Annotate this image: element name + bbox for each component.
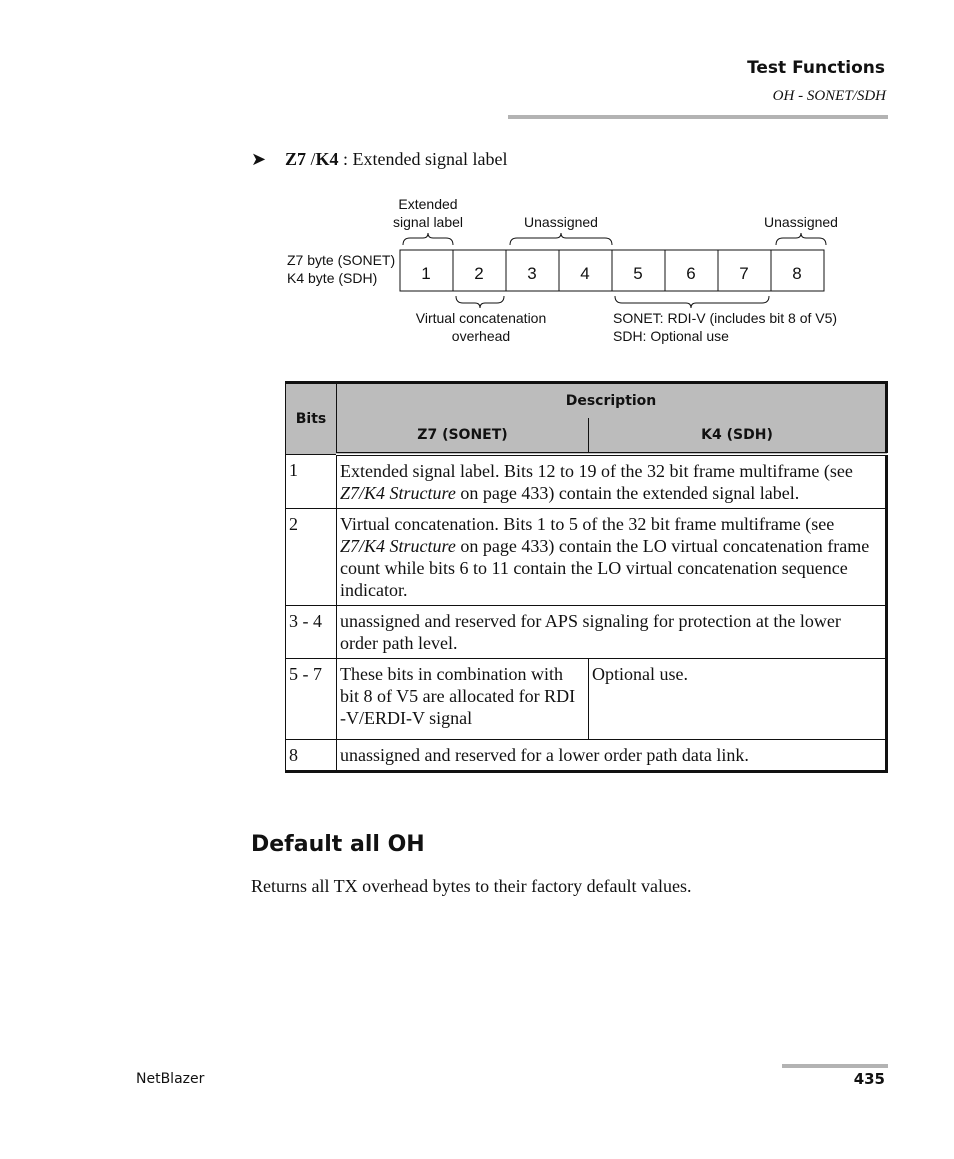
column-header-bits: Bits [286, 383, 337, 455]
description-text: on page 433) contain the LO virtual concatenation frame count while bits 6 to 11 contain the LO virtual concatenation sequence indicator. [340, 536, 870, 600]
bullet-item [251, 149, 508, 170]
cell-description: unassigned and reserved for a lower order path data link. [337, 740, 887, 772]
cell-bits: 3 - 4 [286, 606, 337, 659]
row-label-z7: Z7 byte (SONET) [287, 252, 396, 268]
label-extended-line1: Extended [398, 196, 458, 212]
label-unassigned-3-4: Unassigned [524, 214, 598, 230]
table-row [286, 740, 887, 772]
brace-bits-3-4 [510, 233, 612, 245]
label-rdi-line1: SONET: RDI-V (includes bit 8 of V5) [613, 310, 838, 326]
section-body: Returns all TX overhead bytes to their factory default values. [251, 876, 692, 896]
byte-diagram [280, 190, 860, 355]
column-header-description: Description [337, 383, 887, 419]
cell-k4-sdh: Optional use. [589, 659, 887, 740]
cell-description [337, 454, 887, 509]
bit-number-4: 4 [580, 264, 590, 283]
cross-reference-link[interactable]: Z7/K4 Structure [340, 483, 456, 503]
cell-bits: 2 [286, 509, 337, 606]
label-unassigned-8: Unassigned [764, 214, 838, 230]
cross-reference-link[interactable]: Z7/K4 Structure [340, 536, 456, 556]
bits-table [285, 381, 888, 773]
header-subtitle: OH - SONET/SDH [772, 88, 886, 104]
brace-bits-5-8 [615, 296, 769, 308]
description-text: Extended signal label. Bits 12 to 19 of the 32 bit frame multiframe (see [340, 461, 853, 481]
bit-number-6: 6 [686, 264, 696, 283]
byte-cells [400, 250, 824, 291]
column-header-k4: K4 (SDH) [589, 418, 887, 454]
label-extended-line2: signal label [392, 214, 464, 230]
description-text: Virtual concatenation. Bits 1 to 5 of the 32 bit frame multiframe (see [340, 514, 835, 534]
bullet-code-z7: Z7 [285, 149, 307, 169]
page-number: 435 [853, 1070, 885, 1088]
footer-product-name: NetBlazer [136, 1071, 205, 1087]
column-header-z7: Z7 (SONET) [337, 418, 589, 454]
brace-bit-1 [403, 233, 453, 245]
bit-number-8: 8 [792, 264, 802, 283]
arrow-bullet-icon: ➤ [251, 149, 267, 169]
bit-number-2: 2 [474, 264, 484, 283]
bit-number-5: 5 [633, 264, 643, 283]
cell-bits: 1 [286, 454, 337, 509]
row-label-k4: K4 byte (SDH) [287, 270, 378, 286]
table-row [286, 509, 887, 606]
section-title: Default all OH [251, 832, 425, 857]
bit-number-3: 3 [527, 264, 537, 283]
table-row [286, 606, 887, 659]
description-text: on page 433) contain the extended signal label. [455, 483, 800, 503]
label-vc-line2: overhead [451, 328, 511, 344]
cell-bits: 5 - 7 [286, 659, 337, 740]
bullet-text: : Extended signal label [338, 149, 508, 169]
bit-number-7: 7 [739, 264, 749, 283]
footer-rule [782, 1064, 888, 1068]
cell-z7-sonet: These bits in combination with bit 8 of V5 are allocated for RDI -V/ERDI-V signal [337, 659, 589, 740]
label-rdi-line2: SDH: Optional use [613, 328, 729, 344]
label-vc-line1: Virtual concatenation [415, 310, 547, 326]
table-row [286, 659, 887, 740]
cell-bits: 8 [286, 740, 337, 772]
header-title: Test Functions [747, 58, 885, 78]
cell-description: unassigned and reserved for APS signaling for protection at the lower order path level. [337, 606, 887, 659]
cell-description [337, 509, 887, 606]
table-row [286, 454, 887, 509]
bullet-separator: / [306, 149, 316, 169]
header-rule [508, 115, 888, 119]
bit-number-1: 1 [421, 264, 431, 283]
bullet-code-k4: K4 [315, 149, 339, 169]
brace-bit-2 [456, 296, 504, 308]
brace-bit-8 [776, 233, 826, 245]
